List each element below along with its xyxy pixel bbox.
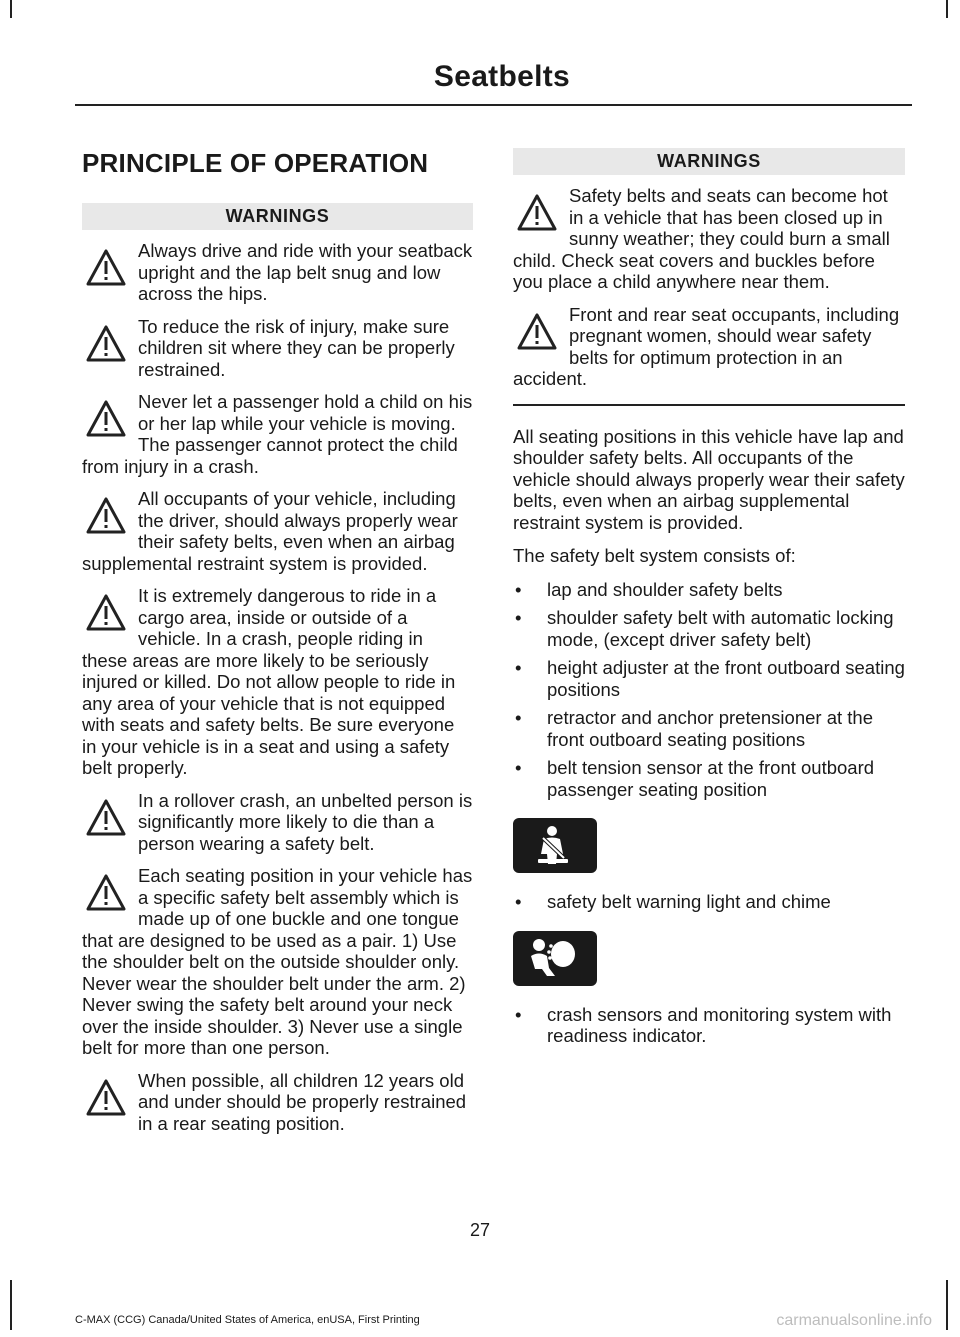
warning-triangle-icon <box>84 494 128 538</box>
warning-text: Front and rear seat occupants, including pregnant women, should wear safety belts for optimum protection in an accident. <box>513 303 900 389</box>
section-title: Seatbelts <box>433 60 570 93</box>
bullet-marker: • <box>515 891 522 912</box>
list-item <box>513 657 905 700</box>
warning-item <box>82 1070 473 1135</box>
list-item <box>513 707 905 750</box>
intro-paragraph: All seating positions in this vehicle have lap and shoulder safety belts. All occupants of the vehicle should always properly wear their safety belts, even when an airbag supplemental restraint system is provided. <box>513 425 905 533</box>
crop-mark <box>946 0 948 18</box>
warning-triangle-icon <box>84 1076 128 1120</box>
right-column <box>513 140 905 1054</box>
warning-triangle-icon <box>84 246 128 290</box>
list-item-text: height adjuster at the front outboard seating positions <box>547 657 905 700</box>
seatbelt-warning-light-icon <box>513 818 597 873</box>
airbag-readiness-light-icon <box>513 931 597 986</box>
bullet-marker: • <box>515 578 522 600</box>
page-heading: PRINCIPLE OF OPERATION <box>82 148 429 178</box>
warning-item <box>82 488 473 574</box>
warning-text: In a rollover crash, an unbelted person is significantly more likely to die than a person wearing a safety belt. <box>138 789 473 854</box>
list-item-text: crash sensors and monitoring system with readiness indicator. <box>547 1003 892 1046</box>
warning-text: Always drive and ride with your seatback upright and the lap belt snug and low across the hips. <box>138 240 473 304</box>
list-item-text: shoulder safety belt with automatic locking mode, (except driver safety belt) <box>547 607 894 650</box>
warning-text: To reduce the risk of injury, make sure children sit where they can be properly restrained. <box>138 315 455 380</box>
list-item <box>513 1004 905 1047</box>
component-list <box>513 1004 905 1047</box>
list-item-text: retractor and anchor pretensioner at the front outboard seating positions <box>547 707 873 750</box>
list-intro: The safety belt system consists of: <box>513 545 796 566</box>
warning-item <box>82 391 473 477</box>
component-list <box>513 891 905 913</box>
list-item-text: belt tension sensor at the front outboard passenger seating position <box>547 757 875 800</box>
warning-item <box>82 790 473 855</box>
warning-triangle-icon <box>84 397 128 441</box>
list-item <box>513 891 905 913</box>
warning-triangle-icon <box>84 871 128 915</box>
warning-triangle-icon <box>515 310 559 354</box>
list-item <box>513 757 905 800</box>
list-item-text: lap and shoulder safety belts <box>547 578 783 600</box>
watermark: carmanualsonline.info <box>776 1312 932 1329</box>
warnings-header: WARNINGS <box>513 148 905 175</box>
warning-text: It is extremely dangerous to ride in a cargo area, inside or outside of a vehicle. In a crash, people riding in these areas are more likely to be seriously injured or killed. Do not allow people to ride in any area of your vehicle that is not equipped with seats and safety belts. Be sure everyone in your vehicle is in a seat and using a safety belt properly. <box>82 585 456 778</box>
component-list <box>513 579 905 801</box>
crop-mark <box>10 1280 12 1330</box>
bullet-marker: • <box>515 657 522 678</box>
list-item <box>513 607 905 650</box>
warning-triangle-icon <box>84 322 128 366</box>
bullet-marker: • <box>515 607 522 628</box>
warning-text: Safety belts and seats can become hot in a vehicle that has been closed up in sunny weather; they could burn a small child. Check seat covers and buckles before you place a child anywhere near them. <box>513 185 890 292</box>
warning-item <box>82 585 473 779</box>
bullet-marker: • <box>515 1003 522 1025</box>
left-column <box>82 140 473 1145</box>
crop-mark <box>946 1280 948 1330</box>
warning-item <box>513 185 905 293</box>
crop-mark <box>10 0 12 18</box>
header-divider <box>75 104 912 106</box>
warning-triangle-icon <box>84 796 128 840</box>
page-number: 27 <box>469 1220 491 1240</box>
warning-triangle-icon <box>84 591 128 635</box>
warning-item <box>82 240 473 305</box>
warning-text: When possible, all children 12 years old and under should be properly restrained in a rear seating position. <box>138 1069 467 1134</box>
warning-text: Each seating position in your vehicle has a specific safety belt assembly which is made up of one buckle and one tongue that are designed to be used as a pair. 1) Use the shoulder belt on the outside shoulder only. Never wear the shoulder belt under the arm. 2) Never swing the safety belt around your neck over the inside shoulder. 3) Never use a single belt for more than one person. <box>82 865 473 1058</box>
warning-item <box>82 316 473 381</box>
warning-item <box>82 865 473 1059</box>
warnings-header: WARNINGS <box>82 203 473 230</box>
list-item <box>513 579 905 601</box>
list-item-text: safety belt warning light and chime <box>547 891 831 912</box>
bullet-marker: • <box>515 757 522 778</box>
bullet-marker: • <box>515 707 522 728</box>
section-divider <box>513 404 905 406</box>
warning-item <box>513 304 905 390</box>
warning-text: All occupants of your vehicle, including the driver, should always properly wear their safety belts, even when an airbag supplemental restraint system is provided. <box>82 488 458 574</box>
warning-text: Never let a passenger hold a child on his or her lap while your vehicle is moving. The passenger cannot protect the child from injury in a crash. <box>82 391 473 477</box>
warning-triangle-icon <box>515 191 559 235</box>
edition-footer: C-MAX (CCG) Canada/United States of America, enUSA, First Printing <box>75 1314 420 1326</box>
